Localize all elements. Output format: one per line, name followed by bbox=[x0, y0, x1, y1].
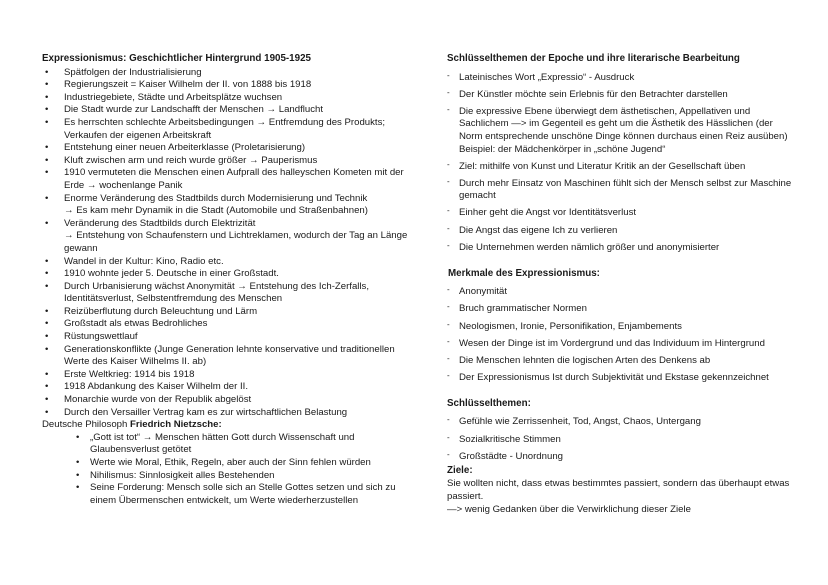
philosophy-list-item: • „Gott ist tot“ → Menschen hätten Gott durch Wissenschaft und Glaubensverlust getötet bbox=[76, 432, 414, 457]
history-list-item: • Durch Urbanisierung wächst Anonymität → Entstehung des Ich-Zerfalls, Identitätsverlust, Selbstentfremdung des Menschen bbox=[42, 281, 414, 306]
features-list-item: - Neologismen, Ironie, Personifikation, Enjambements bbox=[447, 321, 797, 334]
goals-heading: Ziele: bbox=[447, 464, 473, 476]
themes-heading: Schlüsselthemen der Epoche und ihre literarische Bearbeitung bbox=[447, 53, 740, 64]
philosophy-list-item: • Nihilismus: Sinnlosigkeit alles Bestehenden bbox=[76, 470, 414, 483]
history-list-item: • Wandel in der Kultur: Kino, Radio etc. bbox=[42, 256, 414, 269]
themes-list-item: - Durch mehr Einsatz von Maschinen fühlt sich der Mensch selbst zur Maschine gemacht bbox=[447, 178, 797, 203]
themes-list-item: - Lateinisches Wort „Expressio“ - Ausdruck bbox=[447, 72, 797, 85]
history-list-item: • Durch den Versailler Vertrag kam es zur wirtschaftlichen Belastung bbox=[42, 407, 414, 420]
features-list-item: - Die Menschen lehnten die logischen Arten des Denkens ab bbox=[447, 355, 797, 368]
themes-list-item: - Einher geht die Angst vor Identitätsverlust bbox=[447, 207, 797, 220]
goals-note: —> wenig Gedanken über die Verwirklichung dieser Ziele bbox=[447, 503, 691, 515]
history-list-item bbox=[42, 193, 414, 218]
themes-list-item: - Die expressive Ebene überwiegt dem ästhetischen, Appellativen und Sachlichem —> im Gegenteil es geht um die Ästhetik des Hässlichen (der Norm entsprechende unschöne Dinge können durchaus einen Reiz ausüben) Beispiel: der Mädchenkörper in „schöne Jugend“ bbox=[447, 106, 797, 156]
themes-list-item: - Die Angst das eigene Ich zu verlieren bbox=[447, 225, 797, 238]
history-list bbox=[42, 67, 414, 420]
history-list-item: • Regierungszeit = Kaiser Wilhelm der II. von 1888 bis 1918 bbox=[42, 79, 414, 92]
themes-list-item: - Der Künstler möchte sein Erlebnis für den Betrachter darstellen bbox=[447, 89, 797, 102]
philosophy-list-item: • Werte wie Moral, Ethik, Regeln, aber auch der Sinn fehlen würden bbox=[76, 457, 414, 470]
features-list-item: - Anonymität bbox=[447, 286, 797, 299]
features-heading: Merkmale des Expressionismus: bbox=[448, 267, 600, 279]
key-themes-list-item: - Gefühle wie Zerrissenheit, Tod, Angst, Chaos, Untergang bbox=[447, 416, 797, 429]
key-themes-list-item: - Sozialkritische Stimmen bbox=[447, 434, 797, 447]
item-line: • Enorme Veränderung des Stadtbilds durch Modernisierung und Technik bbox=[64, 192, 368, 204]
history-list-item bbox=[42, 218, 414, 256]
history-list-item: • Monarchie wurde von der Republik abgelöst bbox=[42, 394, 414, 407]
history-list-item: • 1910 wohnte jeder 5. Deutsche in einer Großstadt. bbox=[42, 268, 414, 281]
philosophy-name: Friedrich Nietzsche: bbox=[130, 419, 222, 431]
philosophy-list-item: • Seine Forderung: Mensch solle sich an Stelle Gottes setzen und sich zu einem Übermenschen entwickelt, um Werte wiederherzustellen bbox=[76, 482, 414, 507]
history-list-item: • Spätfolgen der Industrialisierung bbox=[42, 67, 414, 80]
history-list-item: • Kluft zwischen arm und reich wurde größer → Pauperismus bbox=[42, 155, 414, 168]
item-line: • Veränderung des Stadtbilds durch Elektrizität bbox=[64, 217, 256, 229]
item-continuation: → Es kam mehr Dynamik in die Stadt (Automobile und Straßenbahnen) bbox=[64, 205, 368, 217]
history-list-item: • Rüstungswettlauf bbox=[42, 331, 414, 344]
right-column bbox=[447, 53, 797, 516]
left-column bbox=[42, 53, 414, 507]
features-list bbox=[447, 286, 797, 384]
philosophy-list bbox=[76, 432, 414, 508]
key-themes-heading: Schlüsselthemen: bbox=[447, 397, 531, 409]
features-list-item: - Der Expressionismus Ist durch Subjektivität und Ekstase gekennzeichnet bbox=[447, 372, 797, 385]
history-list-item: • Entstehung einer neuen Arbeiterklasse (Proletarisierung) bbox=[42, 142, 414, 155]
philosophy-prefix: Deutsche Philosoph bbox=[42, 419, 130, 431]
themes-list-item: - Die Unternehmen werden nämlich größer und anonymisierter bbox=[447, 242, 797, 255]
history-list-item: • Generationskonflikte (Junge Generation lehnte konservative und traditionellen Werte des Kaiser Wilhelms II. ab) bbox=[42, 344, 414, 369]
philosophy-heading bbox=[42, 419, 414, 432]
features-list-item: - Wesen der Dinge ist im Vordergrund und das Individuum im Hintergrund bbox=[447, 338, 797, 351]
themes-list bbox=[447, 72, 797, 255]
history-list-item: • Großstadt als etwas Bedrohliches bbox=[42, 318, 414, 331]
history-heading: Expressionismus: Geschichtlicher Hintergrund 1905-1925 bbox=[42, 53, 311, 64]
history-list-item: • Reizüberflutung durch Beleuchtung und Lärm bbox=[42, 306, 414, 319]
history-list-item: • Es herrschten schlechte Arbeitsbedingungen → Entfremdung des Produkts; Verkaufen der eigenen Arbeitskraft bbox=[42, 117, 414, 142]
item-continuation: → Entstehung von Schaufenstern und Lichtreklamen, wodurch der Tag an Länge gewann bbox=[64, 230, 408, 254]
key-themes-list-item: - Großstädte - Unordnung bbox=[447, 451, 797, 464]
features-list-item: - Bruch grammatischer Normen bbox=[447, 303, 797, 316]
themes-list-item: - Ziel: mithilfe von Kunst und Literatur Kritik an der Gesellschaft üben bbox=[447, 161, 797, 174]
history-list-item: • Die Stadt wurde zur Landschafft der Menschen → Landflucht bbox=[42, 104, 414, 117]
goals-text: Sie wollten nicht, dass etwas bestimmtes passiert, sondern das überhaupt etwas passiert. bbox=[447, 478, 790, 502]
history-list-item: • 1910 vermuteten die Menschen einen Aufprall des halleyschen Kometen mit der Erde → wochenlange Panik bbox=[42, 167, 414, 192]
history-list-item: • 1918 Abdankung des Kaiser Wilhelm der II. bbox=[42, 381, 414, 394]
key-themes-list bbox=[447, 416, 797, 463]
history-list-item: • Industriegebiete, Städte und Arbeitsplätze wuchsen bbox=[42, 92, 414, 105]
history-list-item: • Erste Weltkrieg: 1914 bis 1918 bbox=[42, 369, 414, 382]
